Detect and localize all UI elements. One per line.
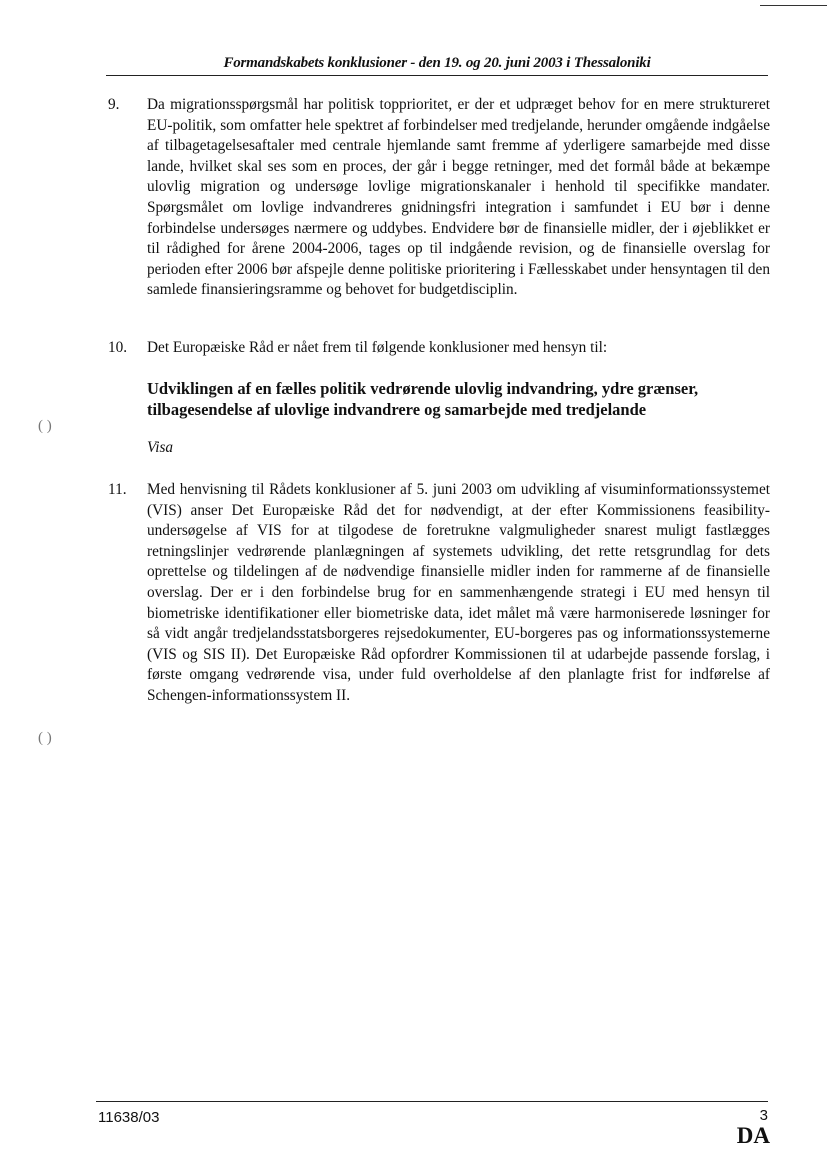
paragraph-number: 11. [108, 481, 127, 498]
section-heading: Udviklingen af en fælles politik vedrørende ulovlig indvandring, ydre grænser, tilbagesendelse af ulovlige indvandrere og samarbejde med tredjelande [147, 379, 699, 419]
paragraph-number: 9. [108, 96, 120, 113]
binding-hole-mark: ( ) [38, 418, 52, 434]
binding-hole-mark: ( ) [38, 730, 52, 746]
paragraph-text: Med henvisning til Rådets konklusioner af 5. juni 2003 om udvikling af visuminformationssystemet (VIS) anser Det Europæiske Råd det for nødvendigt, at der efter Kommissionens feasibility-undersøgelse af VIS for at tilgodese de foretrukne valgmuligheder snarest muligt fastlægges retningslinjer vedrørende planlægningen af systemets udvikling, det rette retsgrundlag for dets oprettelse og tildelingen af de nødvendige finansielle midler inden for rammerne af de finansielle overslag. Der er i den forbindelse brug for en sammenhængende strategi i EU med hensyn til biometriske identifikationer eller biometriske data, idet målet må være harmoniserede løsninger for så vidt angår tredjelandsstatsborgeres rejsedokumenter, EU-borgeres pas og informationssystemerne (VIS og SIS II). Det Europæiske Råd opfordrer Kommissionen til at udarbejde passende forslag, i første omgang vedrørende visa, under fuld overholdelse af den planlagte frist for indførelse af Schengen-informationssystem II. [147, 481, 770, 704]
paragraph-10 [108, 338, 770, 359]
paragraph-text: Det Europæiske Råd er nået frem til følgende konklusioner med hensyn til: [147, 339, 608, 356]
section-subheading: Visa [147, 439, 174, 456]
paragraph-11 [108, 480, 770, 707]
header-divider [106, 75, 768, 76]
footer-divider [96, 1101, 768, 1102]
page-header-title: Formandskabets konklusioner - den 19. og 20. juni 2003 i Thessaloniki [223, 55, 651, 71]
top-corner-rule [760, 5, 827, 6]
document-number: 11638/03 [98, 1109, 160, 1126]
paragraph-number: 10. [108, 339, 128, 356]
paragraph-9 [108, 95, 770, 301]
page-number: 3 [759, 1107, 768, 1124]
language-code: DA [736, 1123, 770, 1148]
paragraph-text: Da migrationsspørgsmål har politisk topprioritet, er der et udpræget behov for en mere struktureret EU-politik, som omfatter hele spektret af forbindelser med tredjelande, herunder omgående indgåelse af tilbagetagelsesaftaler med centrale hjemlande samt fremme af yderligere samarbejde med disse lande, hvilket skal ses som en proces, der går i begge retninger, med det formål både at bekæmpe ulovlig migration og undersøge lovlige migrationskanaler i henhold til specifikke mandater. Spørgsmålet om lovlige indvandreres gnidningsfri integration i samfundet i EU bør i denne forbindelse undersøges nærmere og uddybes. Endvidere bør de finansielle midler, der i øjeblikket er til rådighed for årene 2004-2006, tages op til indgående revision, og de finansielle overslag for perioden efter 2006 bør afspejle denne politiske prioritering i Fællesskabet under hensyntagen til den samlede finansieringsramme og behovet for budgetdisciplin. [147, 96, 770, 299]
